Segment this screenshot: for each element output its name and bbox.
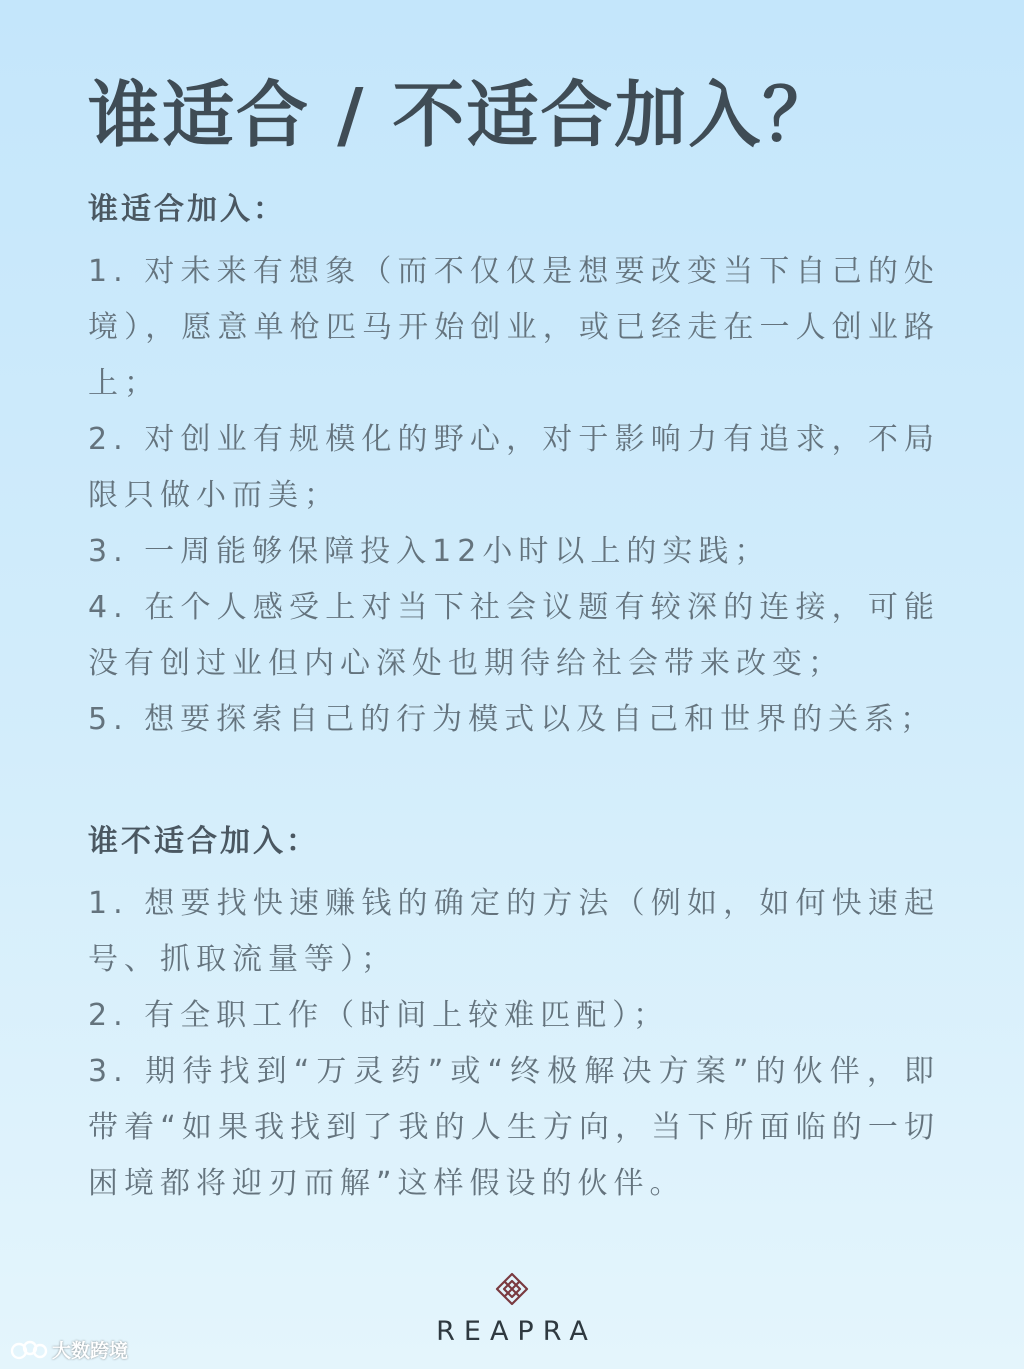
fit-item-2: 2. 对创业有规模化的野心，对于影响力有追求，不局限只做小而美； [88, 422, 940, 513]
diamond-lattice-logo-icon [495, 1272, 529, 1306]
page-title: 谁适合 / 不适合加入？ [88, 73, 837, 157]
unfit-item-1: 1. 想要找快速赚钱的确定的方法（例如，如何快速起号、抓取流量等）； [88, 886, 940, 977]
unfit-item-2: 2. 有全职工作（时间上较难匹配）； [88, 998, 670, 1033]
watermark [10, 1336, 128, 1363]
watermark-text: 大数跨境 [52, 1340, 129, 1362]
content-page [88, 72, 940, 1212]
fit-item-4: 4. 在个人感受上对当下社会议题有较深的连接，可能没有创过业但内心深处也期待给社会带来改变； [88, 590, 940, 681]
unfit-list [88, 876, 940, 1212]
watermark-logo-icon [10, 1339, 48, 1361]
unfit-item-3: 3. 期待找到“万灵药”或“终极解决方案”的伙伴，即带着“如果我找到了我的人生方向，当下所面临的一切困境都将迎刃而解”这样假设的伙伴。 [88, 1054, 940, 1201]
fit-item-5: 5. 想要探索自己的行为模式以及自己和世界的关系； [88, 702, 937, 737]
fit-section [88, 188, 940, 748]
unfit-section [88, 820, 940, 1212]
unfit-heading: 谁不适合加入： [88, 824, 319, 859]
brand-logo-area [0, 1272, 1024, 1347]
brand-name: REAPRA [436, 1316, 597, 1347]
fit-item-3: 3. 一周能够保障投入12小时以上的实践； [88, 534, 771, 569]
fit-item-1: 1. 对未来有想象（而不仅仅是想要改变当下自己的处境），愿意单枪匹马开始创业，或已经走在一人创业路上； [88, 254, 940, 401]
fit-list [88, 244, 940, 748]
fit-heading: 谁适合加入： [88, 192, 286, 227]
